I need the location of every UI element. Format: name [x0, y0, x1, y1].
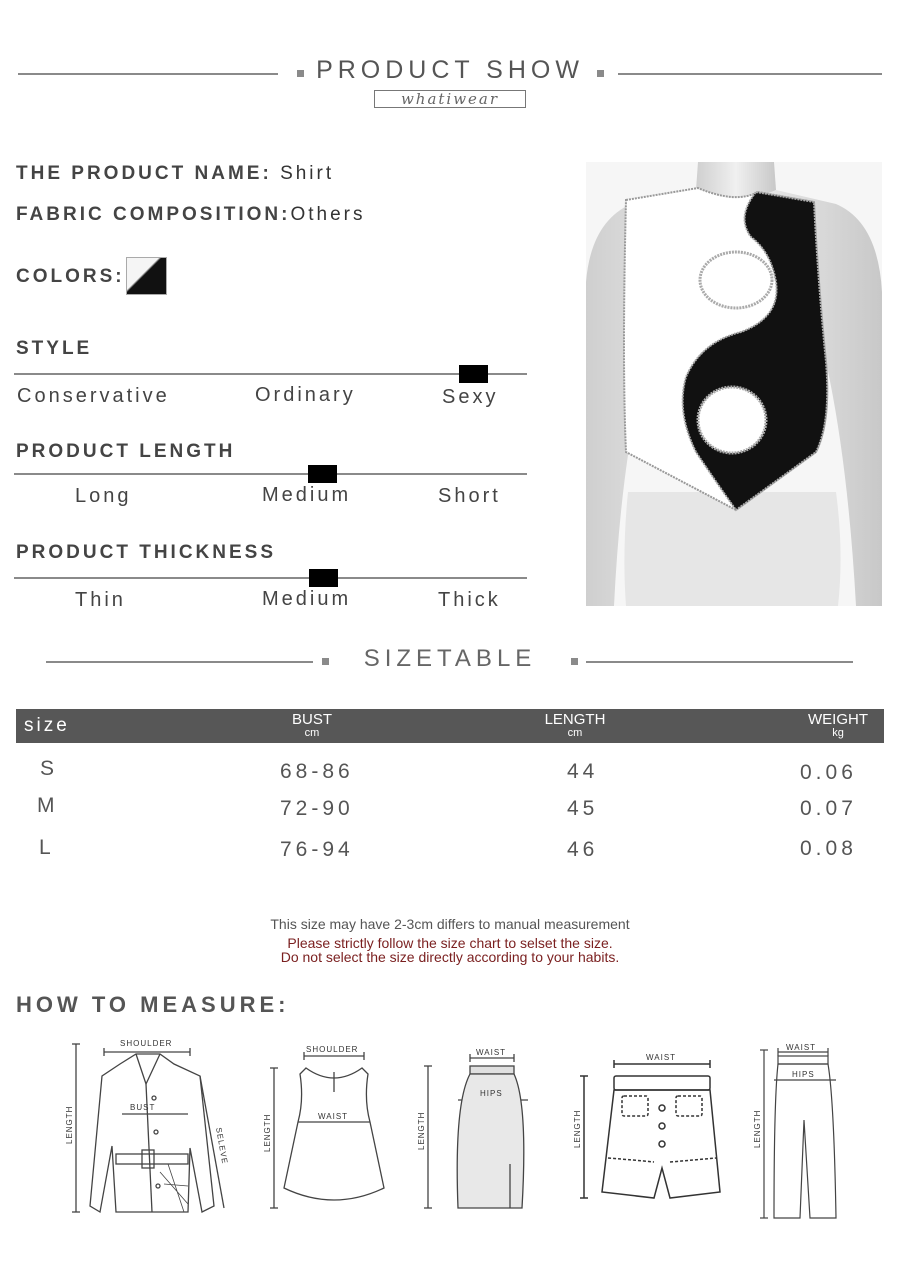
style-title: STYLE	[16, 338, 93, 359]
jacket-bust-label: BUST	[130, 1103, 156, 1112]
sizetable-bullet-left	[322, 658, 329, 665]
page-title: PRODUCT SHOW	[316, 56, 584, 84]
header-rule-right	[618, 73, 882, 75]
header-weight-unit: kg	[832, 727, 844, 739]
fabric-label: FABRIC COMPOSITION:	[16, 204, 291, 225]
style-scale-marker	[459, 365, 488, 383]
warning-note-2: Do not select the size directly according to your habits.	[280, 949, 620, 965]
sizetable-rule-right	[586, 661, 853, 663]
cell-weight: 0.06	[800, 761, 857, 784]
shorts-diagram	[574, 1048, 734, 1204]
header-bust-unit: cm	[304, 727, 320, 739]
size-table-header	[16, 709, 884, 743]
style-scale-line	[14, 373, 527, 375]
length-option-medium: Medium	[262, 484, 352, 506]
length-scale-marker	[308, 465, 337, 483]
thickness-option-medium: Medium	[262, 588, 352, 610]
sizetable-bullet-right	[571, 658, 578, 665]
dress-diagram	[260, 1040, 400, 1212]
trousers-hips-label: HIPS	[792, 1070, 815, 1079]
thickness-option-thin: Thin	[75, 589, 126, 611]
sizetable-rule-left	[46, 661, 313, 663]
header-length: LENGTH	[544, 711, 606, 728]
mannequin-top-illustration	[586, 162, 882, 606]
cell-weight: 0.08	[800, 837, 857, 860]
cell-length: 44	[567, 760, 599, 783]
fabric-value: Others	[290, 204, 366, 225]
header-weight: WEIGHT	[808, 711, 868, 728]
warning-note-1: Please strictly follow the size chart to selset the size.	[287, 935, 613, 951]
jacket-diagram	[60, 1036, 240, 1220]
skirt-hips-label: HIPS	[480, 1089, 503, 1098]
length-scale-line	[14, 473, 527, 475]
jacket-shoulder-label: SHOULDER	[120, 1039, 173, 1048]
color-swatch[interactable]	[126, 257, 167, 295]
skirt-waist-label: WAIST	[476, 1048, 507, 1057]
header-bust: BUST	[291, 711, 332, 728]
length-option-long: Long	[75, 485, 132, 507]
product-name-value: Shirt	[280, 163, 335, 184]
fabric-row	[16, 204, 365, 226]
dress-length-label: LENGTH	[263, 1113, 272, 1152]
product-photo	[586, 162, 882, 606]
trousers-length-label: LENGTH	[753, 1109, 762, 1148]
dress-shoulder-label: SHOULDER	[306, 1045, 359, 1054]
how-to-measure-title: HOW TO MEASURE:	[16, 992, 290, 1017]
thickness-scale-marker	[309, 569, 338, 587]
colors-label: COLORS:	[16, 266, 125, 287]
thickness-scale-line	[14, 577, 527, 579]
thickness-title: PRODUCT THICKNESS	[16, 542, 277, 563]
thickness-option-thick: Thick	[438, 589, 501, 611]
style-option-ordinary: Ordinary	[255, 384, 356, 406]
trousers-waist-label: WAIST	[786, 1043, 817, 1052]
jacket-sleeve-label: SELEVE	[214, 1126, 230, 1165]
cell-size: M	[37, 794, 59, 817]
product-name-label: THE PRODUCT NAME:	[16, 163, 272, 184]
cell-length: 46	[567, 838, 599, 861]
shorts-length-label: LENGTH	[573, 1109, 582, 1148]
product-name-row	[16, 163, 334, 185]
cell-size: L	[39, 836, 55, 859]
shorts-waist-label: WAIST	[646, 1053, 677, 1062]
skirt-diagram	[414, 1044, 538, 1214]
cell-bust: 72-90	[280, 797, 354, 820]
header-size: size	[24, 715, 70, 736]
style-option-conservative: Conservative	[17, 385, 170, 407]
length-option-short: Short	[438, 485, 501, 507]
colors-row	[16, 266, 125, 288]
brand-badge: whatiwear	[374, 90, 526, 108]
cell-bust: 68-86	[280, 760, 354, 783]
skirt-length-label: LENGTH	[417, 1111, 426, 1150]
header-bullet-right	[597, 70, 604, 77]
cell-length: 45	[567, 797, 599, 820]
sizetable-title: SIZETABLE	[363, 645, 537, 672]
jacket-length-label: LENGTH	[65, 1105, 74, 1144]
cell-bust: 76-94	[280, 838, 354, 861]
length-title: PRODUCT LENGTH	[16, 441, 236, 462]
measurement-note: This size may have 2-3cm differs to manual measurement	[270, 916, 630, 932]
header-rule-left	[18, 73, 278, 75]
header-length-unit: cm	[567, 727, 583, 739]
cell-size: S	[40, 757, 59, 780]
trousers-diagram	[748, 1040, 858, 1222]
style-option-sexy: Sexy	[442, 386, 499, 408]
dress-waist-label: WAIST	[318, 1112, 349, 1121]
cell-weight: 0.07	[800, 797, 857, 820]
